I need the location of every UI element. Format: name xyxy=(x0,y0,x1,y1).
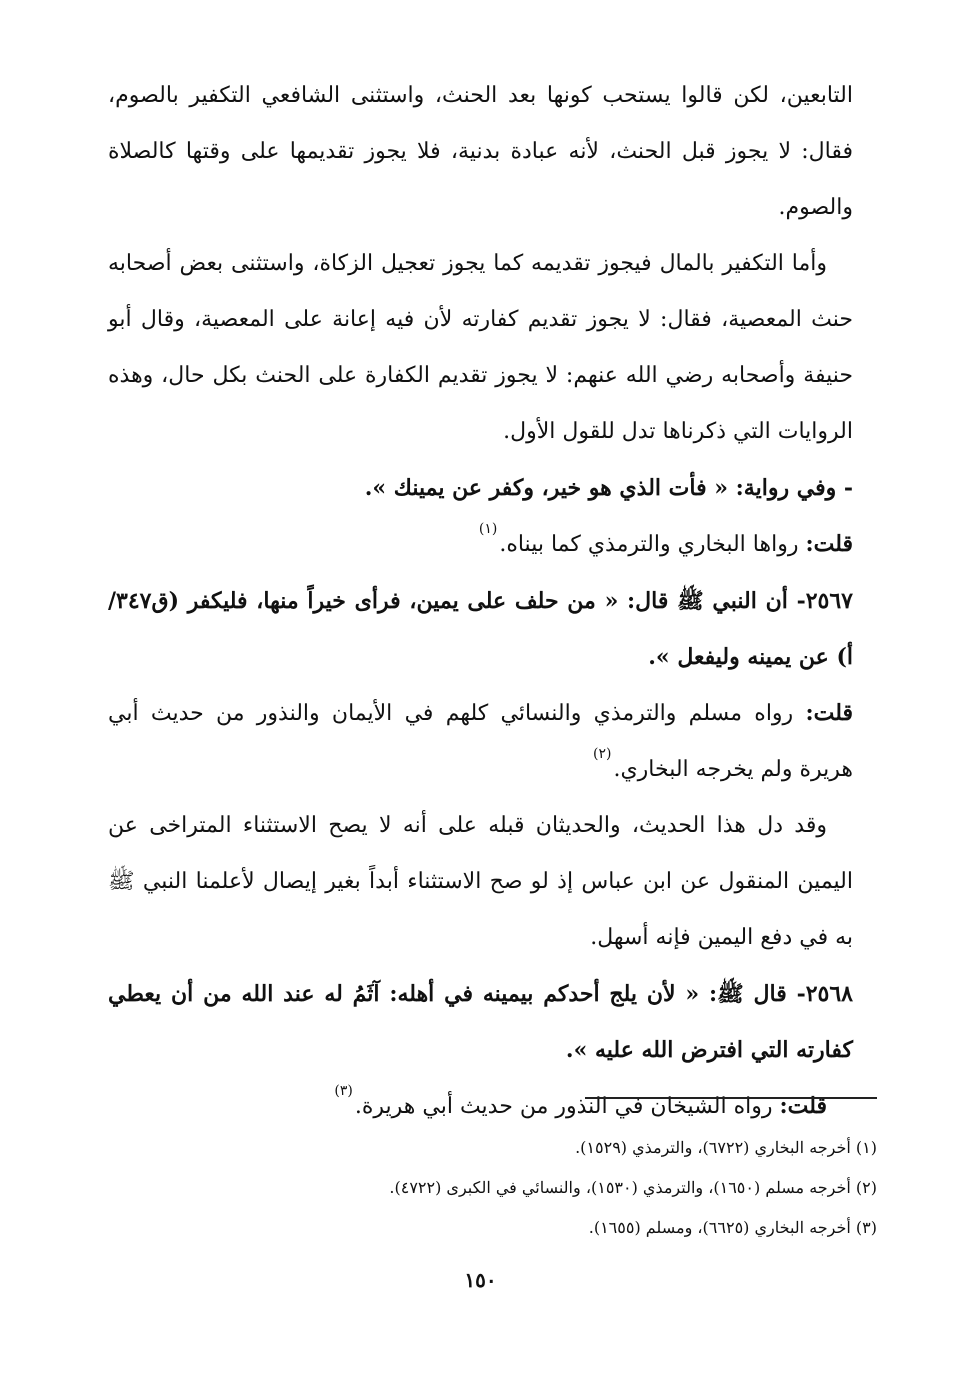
hadith xyxy=(108,966,853,1078)
paragraph xyxy=(108,798,853,966)
main-text xyxy=(108,68,853,1135)
footnote: (٢) أخرجه مسلم (١٦٥٠)، والترمذي (١٥٣٠)، والنسائي في الكبرى (٤٧٢٢). xyxy=(389,1178,877,1197)
paragraph-text: وقد دل هذا الحديث، والحديثان قبله على أنه لا يصح الاستثناء المتراخى عن اليمين المنقول عن ابن عباس إذ لو صح الاستثناء أبداً بغير إيصال لأعلمنا النبي ﷺ به في دفع اليمين فإنه أسهل. xyxy=(108,813,853,950)
paragraph-text: - وفي رواية: « فأت الذي هو خير، وكفر عن يمينك ». xyxy=(364,475,853,501)
footnotes xyxy=(108,1128,877,1248)
paragraph xyxy=(108,236,853,460)
paragraph-text: ٢٥٦٧- أن النبي ﷺ قال: « من حلف على يمين، فرأى خيراً منها، فليكفر (ق٣٤٧/أ) عن يمينه وليفعل ». xyxy=(108,588,853,670)
paragraph-text: رواه الشيخان في النذور من حديث أبي هريرة. xyxy=(354,1094,773,1119)
paragraph-text: ٢٥٦٨- قال ﷺ: « لأن يلج أحدكم بيمينه في أهله: آثَمُ له عند الله من أن يعطي كفارته التي افترض الله عليه ». xyxy=(108,981,853,1063)
footnote-divider xyxy=(585,1097,877,1099)
footnote: (٣) أخرجه البخاري (٦٦٢٥)، ومسلم (١٦٥٥). xyxy=(588,1218,877,1237)
footnote-ref: (١) xyxy=(478,521,498,537)
footnote-ref: (٣) xyxy=(334,1083,353,1099)
hadith xyxy=(108,573,853,685)
paragraph-text: رواها البخاري والترمذي كما بيناه. xyxy=(499,532,799,557)
commentary xyxy=(108,685,853,798)
footnote: (١) أخرجه البخاري (٦٧٢٢)، والترمذي (١٥٢٩). xyxy=(575,1138,877,1157)
commentary xyxy=(108,1078,853,1135)
qult-label: قلت: xyxy=(805,531,853,557)
qult-label: قلت: xyxy=(805,700,853,726)
paragraph-text: التابعين، لكن قالوا يستحب كونها بعد الحنث، واستثنى الشافعي التكفير بالصوم، فقال: لا يجوز قبل الحنث، لأنه عبادة بدنية، فلا يجوز تقديمها على وقتها كالصلاة والصوم. xyxy=(108,83,853,220)
commentary xyxy=(108,516,853,573)
footnote-ref: (٢) xyxy=(593,746,612,762)
qult-label: قلت: xyxy=(779,1093,827,1119)
hadith-variant xyxy=(108,460,853,516)
paragraph xyxy=(108,68,853,236)
page-number: ١٥٠ xyxy=(464,1268,497,1292)
paragraph-text: رواه مسلم والترمذي والنسائي كلهم في الأيمان والنذور من حديث أبي هريرة ولم يخرجه البخاري. xyxy=(108,701,853,782)
paragraph-text: وأما التكفير بالمال فيجوز تقديمه كما يجوز تعجيل الزكاة، واستثنى بعض أصحابه حنث المعصية، فقال: لا يجوز تقديم كفارته لأن فيه إعانة على المعصية، وقال أبو حنيفة وأصحابه رضي الله عنهم: لا يجوز تقديم الكفارة على الحنث بكل حال، وهذه الروايات التي ذكرناها تدل للقول الأول. xyxy=(108,251,853,444)
